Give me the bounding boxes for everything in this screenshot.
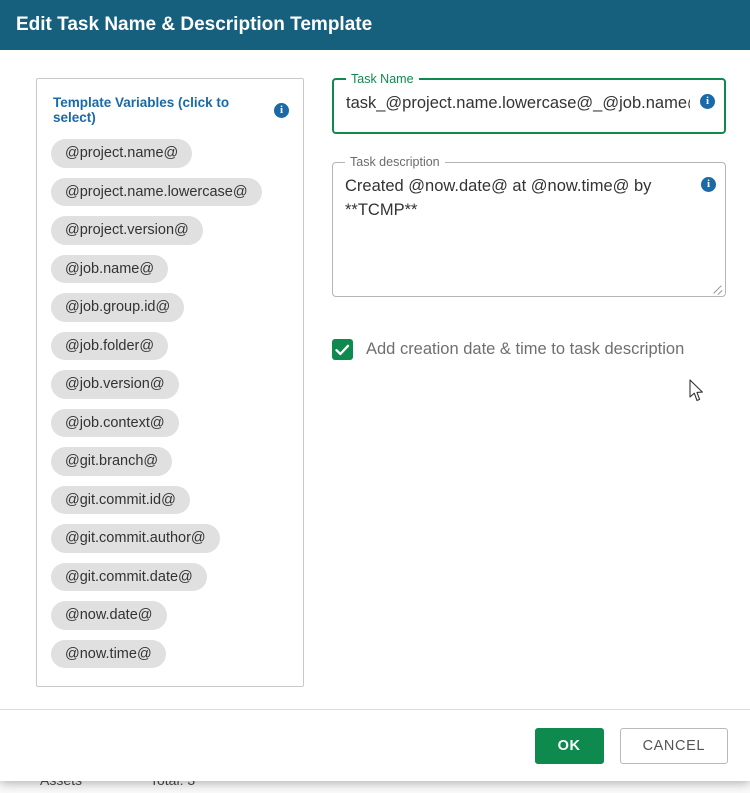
cancel-button[interactable]: CANCEL <box>620 728 728 764</box>
info-icon[interactable]: i <box>701 177 716 192</box>
task-description-textarea[interactable] <box>333 163 725 296</box>
form-pane <box>304 72 726 360</box>
check-icon <box>335 344 350 356</box>
creation-date-checkbox[interactable] <box>332 339 353 360</box>
list-item[interactable]: @job.name@ <box>51 255 168 284</box>
task-name-input-box <box>332 72 726 134</box>
task-description-field <box>332 155 726 297</box>
list-item[interactable]: @job.version@ <box>51 370 179 399</box>
list-item[interactable]: @job.folder@ <box>51 332 168 361</box>
list-item[interactable]: @job.context@ <box>51 409 179 438</box>
list-item[interactable]: @git.commit.id@ <box>51 486 190 515</box>
list-item[interactable]: @git.branch@ <box>51 447 172 476</box>
info-icon[interactable]: i <box>700 94 715 109</box>
info-icon[interactable]: i <box>274 103 289 118</box>
ok-button[interactable]: OK <box>535 728 604 764</box>
task-name-field <box>332 72 726 134</box>
task-name-input[interactable] <box>334 80 724 127</box>
list-item[interactable]: @now.time@ <box>51 640 166 669</box>
template-variables-panel <box>36 78 304 687</box>
list-item[interactable]: @project.name.lowercase@ <box>51 178 262 207</box>
task-name-legend: Task Name <box>346 72 419 86</box>
list-item[interactable]: @git.commit.date@ <box>51 563 207 592</box>
list-item[interactable]: @project.version@ <box>51 216 203 245</box>
creation-date-checkbox-row <box>332 339 726 360</box>
dialog-footer <box>0 709 750 781</box>
list-item[interactable]: @now.date@ <box>51 601 167 630</box>
resize-handle[interactable] <box>712 283 722 293</box>
creation-date-checkbox-label: Add creation date & time to task description <box>366 340 685 358</box>
dialog-title-bar <box>0 0 750 50</box>
dialog-body <box>0 50 750 709</box>
list-item[interactable]: @project.name@ <box>51 139 192 168</box>
template-variables-label: Template Variables (click to select) <box>53 95 230 125</box>
list-item[interactable]: @job.group.id@ <box>51 293 184 322</box>
task-description-legend: Task description <box>345 155 445 169</box>
template-variables-header <box>53 95 289 125</box>
list-item[interactable]: @git.commit.author@ <box>51 524 220 553</box>
dialog-title-text: Edit Task Name & Description Template <box>16 14 373 35</box>
template-variable-list <box>51 139 289 668</box>
task-description-input-box <box>332 155 726 297</box>
